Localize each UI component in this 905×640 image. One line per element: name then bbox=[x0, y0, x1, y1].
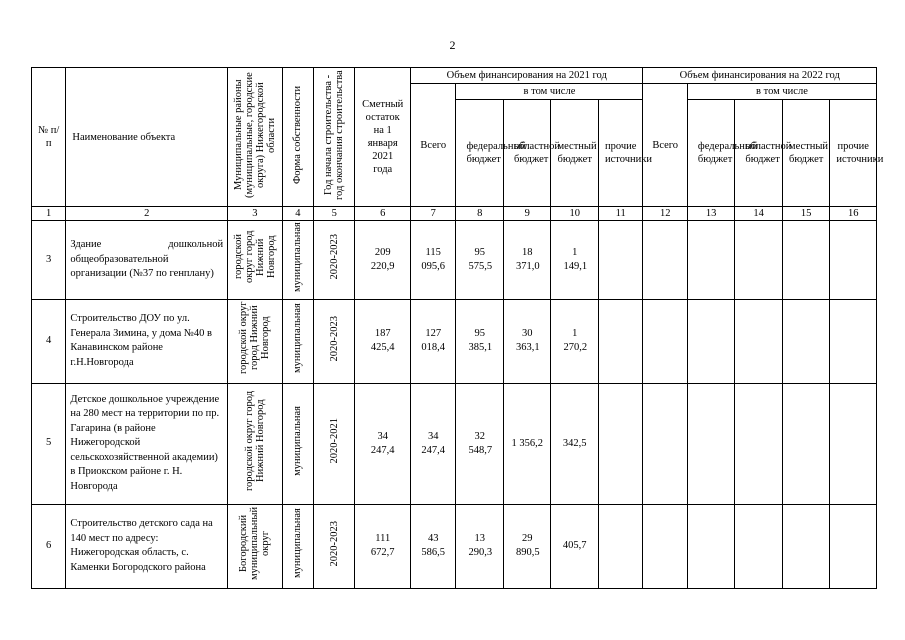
column-number: 5 bbox=[313, 207, 354, 221]
ownership-cell bbox=[282, 221, 313, 300]
years-cell bbox=[313, 221, 354, 300]
federal-2021-value: 32 548,7 bbox=[456, 383, 504, 504]
column-number: 8 bbox=[456, 207, 504, 221]
ownership-cell bbox=[282, 299, 313, 383]
federal-2022-value bbox=[687, 299, 735, 383]
other-2021-header: прочие источники bbox=[598, 100, 642, 207]
years-text: 2020-2023 bbox=[328, 234, 340, 280]
years-cell bbox=[313, 504, 354, 588]
object-name: Строительство ДОУ по ул. Генерала Зимина, у дома №40 в Канавинском районе г.Н.Новгорода bbox=[66, 299, 228, 383]
local-2021-header: местный бюджет bbox=[551, 100, 599, 207]
district-cell bbox=[228, 221, 283, 300]
column-number: 15 bbox=[782, 207, 830, 221]
col-years-header bbox=[313, 68, 354, 207]
other-2022-value bbox=[830, 383, 877, 504]
object-name: Детское дошкольное учреждение на 280 мест на территории по пр. Гагарина (в районе Нижегородской сельскохозяйственной академии) в Приокском районе г. Н. Новгорода bbox=[66, 383, 228, 504]
column-number: 16 bbox=[830, 207, 877, 221]
local-2021-value: 342,5 bbox=[551, 383, 599, 504]
local-2022-value bbox=[782, 299, 830, 383]
group-2022-header: Объем финансирования на 2022 год bbox=[643, 68, 877, 84]
local-2021-value: 405,7 bbox=[551, 504, 599, 588]
row-num: 5 bbox=[32, 383, 66, 504]
federal-2022-value bbox=[687, 221, 735, 300]
column-number: 4 bbox=[282, 207, 313, 221]
col-years-label: Год начала строительства - год окончания строительства bbox=[323, 70, 346, 200]
years-text: 2020-2023 bbox=[328, 520, 340, 566]
incl-2021-header: в том числе bbox=[456, 84, 643, 100]
regional-2022-header: областной бюджет bbox=[735, 100, 783, 207]
ownership-text: муниципальная bbox=[292, 303, 304, 374]
total-2021-value: 34 247,4 bbox=[411, 383, 456, 504]
col-district-header bbox=[228, 68, 283, 207]
federal-2021-value: 95 385,1 bbox=[456, 299, 504, 383]
estimate-value: 209 220,9 bbox=[355, 221, 411, 300]
years-text: 2020-2023 bbox=[328, 315, 340, 361]
district-text: городской округ город Нижний Новгород bbox=[238, 301, 272, 375]
regional-2021-value: 18 371,0 bbox=[503, 221, 551, 300]
incl-2022-header: в том числе bbox=[687, 84, 876, 100]
federal-2022-header: федеральный бюджет bbox=[687, 100, 735, 207]
col-estimate-header: Сметный остаток на 1 января 2021 года bbox=[355, 68, 411, 207]
table-row bbox=[32, 504, 877, 588]
total-2022-value bbox=[643, 221, 687, 300]
row-num: 6 bbox=[32, 504, 66, 588]
local-2021-value: 1 270,2 bbox=[551, 299, 599, 383]
federal-2022-value bbox=[687, 504, 735, 588]
table-row bbox=[32, 299, 877, 383]
total-2022-value bbox=[643, 504, 687, 588]
object-name: Строительство детского сада на 140 мест по адресу: Нижегородская область, с. Каменки Богородского района bbox=[66, 504, 228, 588]
regional-2022-value bbox=[735, 383, 783, 504]
other-2022-header: прочие источники bbox=[830, 100, 877, 207]
ownership-cell bbox=[282, 383, 313, 504]
total-2022-value bbox=[643, 299, 687, 383]
estimate-value: 34 247,4 bbox=[355, 383, 411, 504]
ownership-text: муниципальная bbox=[292, 222, 304, 292]
years-cell bbox=[313, 383, 354, 504]
column-number: 9 bbox=[503, 207, 551, 221]
column-number: 13 bbox=[687, 207, 735, 221]
estimate-value: 187 425,4 bbox=[355, 299, 411, 383]
regional-2021-header: областной бюджет bbox=[503, 100, 551, 207]
district-text: Богородский муниципальный округ bbox=[238, 506, 272, 580]
federal-2021-value: 95 575,5 bbox=[456, 221, 504, 300]
other-2021-value bbox=[598, 221, 642, 300]
col-name-header: Наименование объекта bbox=[66, 68, 228, 207]
years-cell bbox=[313, 299, 354, 383]
col-num-header: № п/п bbox=[32, 68, 66, 207]
regional-2021-value: 1 356,2 bbox=[503, 383, 551, 504]
federal-2022-value bbox=[687, 383, 735, 504]
total-2022-value bbox=[643, 383, 687, 504]
regional-2022-value bbox=[735, 299, 783, 383]
total-2021-value: 115 095,6 bbox=[411, 221, 456, 300]
other-2021-value bbox=[598, 383, 642, 504]
local-2022-value bbox=[782, 383, 830, 504]
regional-2021-value: 29 890,5 bbox=[503, 504, 551, 588]
other-2021-value bbox=[598, 504, 642, 588]
total-2021-value: 127 018,4 bbox=[411, 299, 456, 383]
col-ownership-label: Форма собственности bbox=[292, 85, 304, 185]
column-number: 12 bbox=[643, 207, 687, 221]
federal-2021-value: 13 290,3 bbox=[456, 504, 504, 588]
district-cell bbox=[228, 383, 283, 504]
district-text: городской округ город Нижний Новгород bbox=[243, 390, 266, 491]
column-number: 14 bbox=[735, 207, 783, 221]
row-num: 4 bbox=[32, 299, 66, 383]
column-number: 11 bbox=[598, 207, 642, 221]
column-numbers-row bbox=[32, 207, 877, 221]
regional-2021-value: 30 363,1 bbox=[503, 299, 551, 383]
federal-2021-header: федеральный бюджет bbox=[456, 100, 504, 207]
page-number: 2 bbox=[449, 38, 456, 52]
ownership-cell bbox=[282, 504, 313, 588]
local-2022-value bbox=[782, 221, 830, 300]
financing-table bbox=[31, 67, 884, 589]
regional-2022-value bbox=[735, 221, 783, 300]
object-name: Здание дошкольной общеобразовательной организации (№37 по генплану) bbox=[66, 221, 228, 300]
regional-2022-value bbox=[735, 504, 783, 588]
other-2022-value bbox=[830, 221, 877, 300]
column-number: 6 bbox=[355, 207, 411, 221]
district-text: городской округ город Нижний Новгород bbox=[232, 230, 277, 284]
total-2021-header: Всего bbox=[411, 84, 456, 207]
local-2021-value: 1 149,1 bbox=[551, 221, 599, 300]
col-ownership-header bbox=[282, 68, 313, 207]
other-2022-value bbox=[830, 299, 877, 383]
district-cell bbox=[228, 504, 283, 588]
column-number: 10 bbox=[551, 207, 599, 221]
row-num: 3 bbox=[32, 221, 66, 300]
ownership-text: муниципальная bbox=[292, 508, 304, 579]
local-2022-value bbox=[782, 504, 830, 588]
column-number: 7 bbox=[411, 207, 456, 221]
table-row bbox=[32, 221, 877, 300]
column-number: 1 bbox=[32, 207, 66, 221]
group-2021-header: Объем финансирования на 2021 год bbox=[411, 68, 643, 84]
total-2022-header: Всего bbox=[643, 84, 687, 207]
other-2022-value bbox=[830, 504, 877, 588]
local-2022-header: местный бюджет bbox=[782, 100, 830, 207]
table-row bbox=[32, 383, 877, 504]
other-2021-value bbox=[598, 299, 642, 383]
district-cell bbox=[228, 299, 283, 383]
column-number: 2 bbox=[66, 207, 228, 221]
estimate-value: 111 672,7 bbox=[355, 504, 411, 588]
col-district-label: Муниципальные районы (муниципальные, городские округа) Нижегородской области bbox=[232, 72, 277, 198]
column-number: 3 bbox=[228, 207, 283, 221]
years-text: 2020-2021 bbox=[328, 418, 340, 464]
ownership-text: муниципальная bbox=[292, 405, 304, 476]
total-2021-value: 43 586,5 bbox=[411, 504, 456, 588]
